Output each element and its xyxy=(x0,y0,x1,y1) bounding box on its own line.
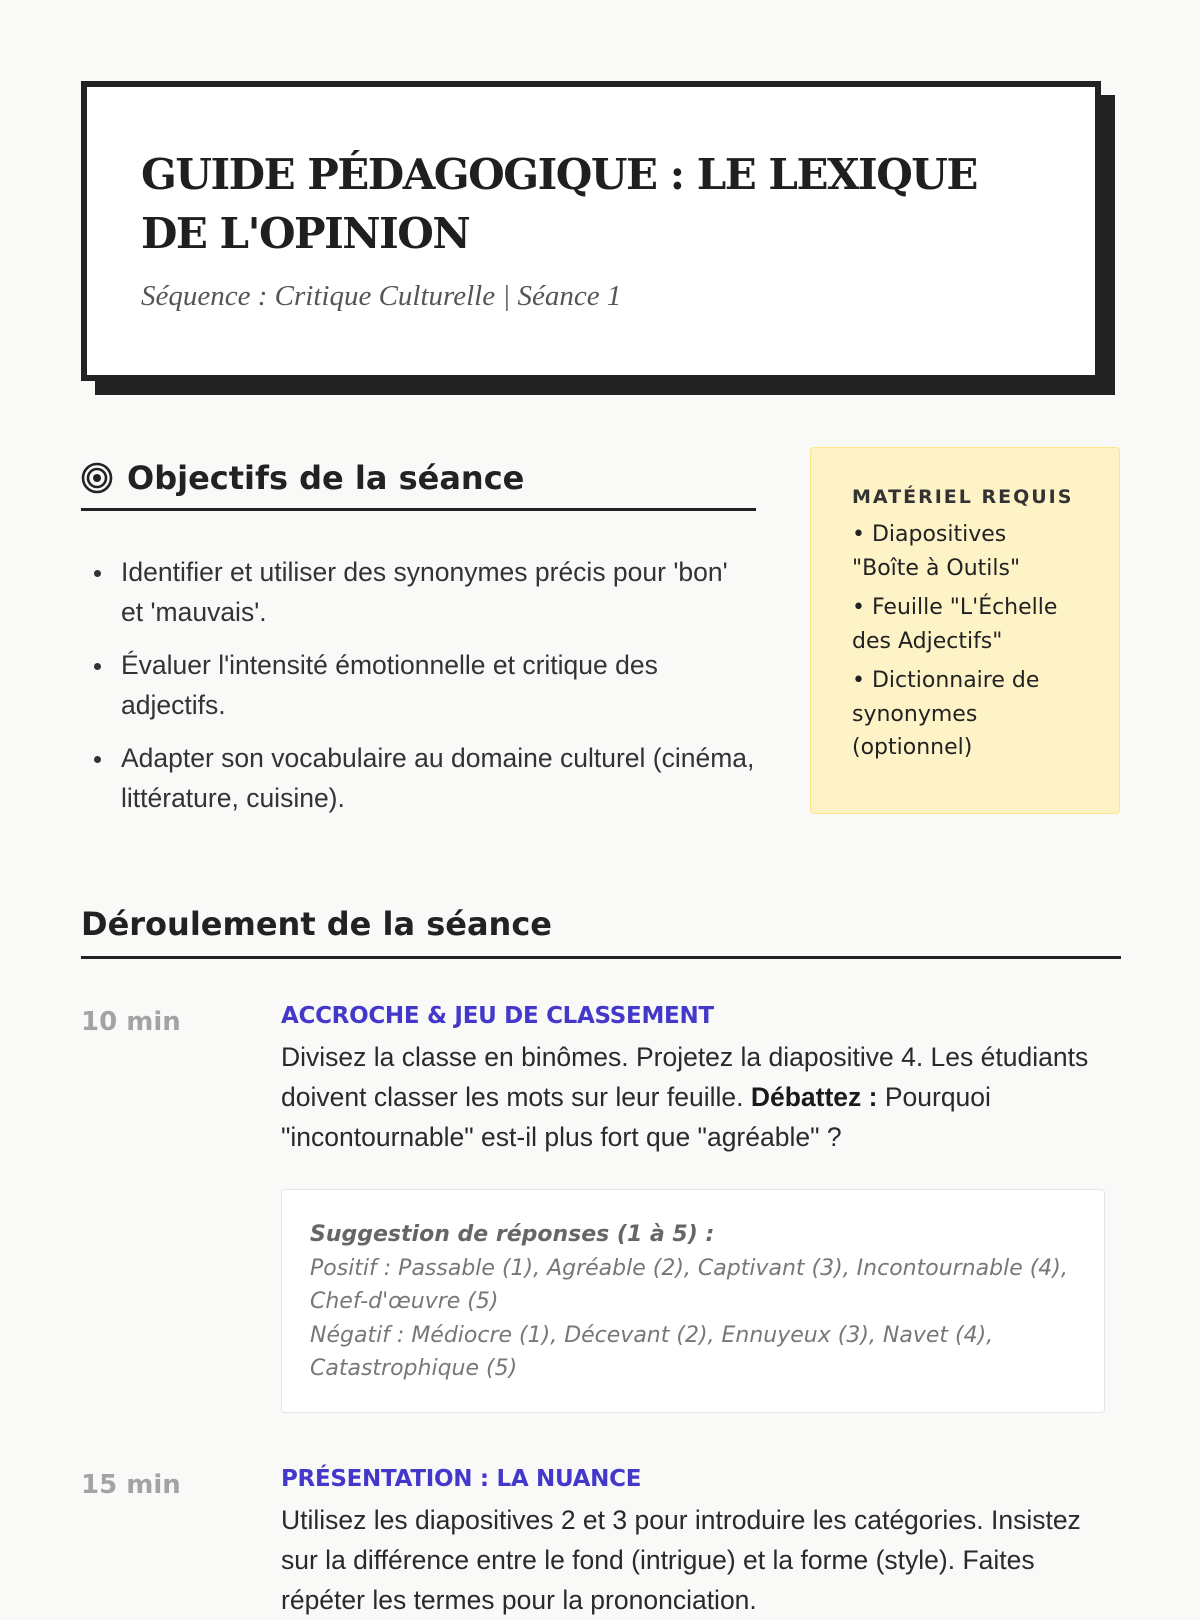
material-title: MATÉRIEL REQUIS xyxy=(852,486,1074,508)
deroulement-heading-label: Déroulement de la séance xyxy=(81,905,552,943)
step-text: Divisez la classe en binômes. Projetez la diapositive 4. Les étudiants doivent classer les mots sur leur feuille. Débattez : Pourquoi "incontournable" est-il plus fort que "agréable" ? xyxy=(281,1042,1089,1152)
step-time: 10 min xyxy=(81,1007,181,1037)
suggestion-negative: Négatif : Médiocre (1), Décevant (2), Ennuyeux (3), Navet (4), Catastrophique (5) xyxy=(310,1322,994,1381)
deroulement-heading xyxy=(81,892,1121,959)
list-item: • Diapositives "Boîte à Outils" xyxy=(852,522,1021,581)
step-content xyxy=(281,1466,1121,1620)
suggestion-title: Suggestion de réponses (1 à 5) : xyxy=(310,1222,715,1247)
deroulement-section xyxy=(81,892,1121,1615)
page-subtitle: Séquence : Critique Culturelle | Séance 1 xyxy=(141,280,622,312)
step-content xyxy=(281,1003,1121,1413)
objectives-heading-label: Objectifs de la séance xyxy=(127,459,525,497)
list-item: • Feuille "L'Échelle des Adjectifs" xyxy=(852,595,1058,654)
objectives-list xyxy=(81,552,756,831)
step-title: PRÉSENTATION : LA NUANCE xyxy=(281,1466,642,1492)
list-item: • Dictionnaire de synonymes (optionnel) xyxy=(852,668,1040,760)
objectives-heading xyxy=(81,448,756,511)
material-list xyxy=(852,518,1079,765)
material-card xyxy=(810,447,1120,814)
suggestion-box xyxy=(281,1189,1105,1413)
header-card xyxy=(81,81,1101,381)
list-item: Adapter son vocabulaire au domaine culturel (cinéma, littérature, cuisine). xyxy=(81,738,756,818)
page-title: GUIDE PÉDAGOGIQUE : LE LEXIQUE DE L'OPINION xyxy=(141,150,977,258)
objectives-section xyxy=(81,448,756,813)
step-text: Utilisez les diapositives 2 et 3 pour introduire les catégories. Insistez sur la différence entre le fond (intrigue) et la forme (style). Faites répéter les termes pour la prononciation. xyxy=(281,1505,1081,1615)
step-time: 15 min xyxy=(81,1470,181,1500)
list-item: Évaluer l'intensité émotionnelle et critique des adjectifs. xyxy=(81,645,756,725)
list-item: Identifier et utiliser des synonymes précis pour 'bon' et 'mauvais'. xyxy=(81,552,756,632)
suggestion-positive: Positif : Passable (1), Agréable (2), Captivant (3), Incontournable (4), Chef-d'œuvre (5) xyxy=(310,1255,1068,1314)
step-title: ACCROCHE & JEU DE CLASSEMENT xyxy=(281,1003,714,1029)
target-icon xyxy=(81,462,113,494)
